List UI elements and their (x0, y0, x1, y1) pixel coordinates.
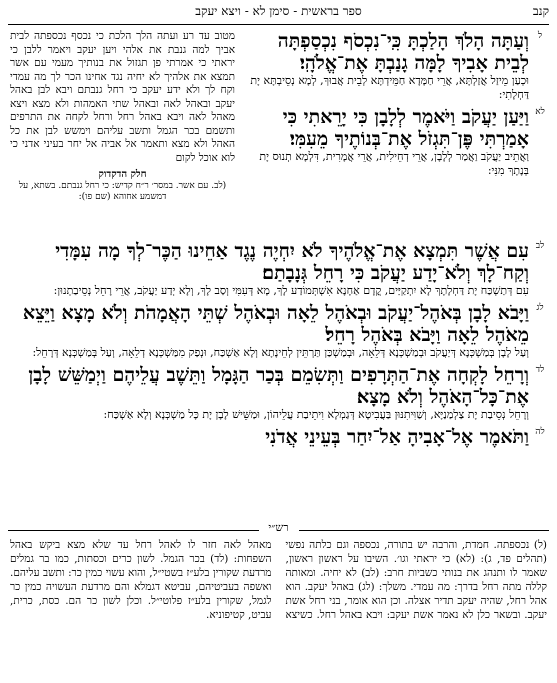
side-commentary-text: מטוב עד רע ועתה הלך הלכת כי נכסף נכספתה לבית אביך למה גנבת את אלהי ויען יעקב ויאמר ללבן כי יראתי כי אמרתי פן תגזול את בנותיך מעמי עם אשר תמצא את אלהיך לא יחיה נגד אחינו הכר לך מה עמדי וקח לך ולא ידע יעקב כי רחל גנבתם ויבא לבן באהל יעקב ובאהל לאה ובאהל שתי האמהות ולא מצא ויצא מאהל לאה ויבא באהל רחל ורחל לקחה את התרפים ותשמם בכר הגמל ותשב עליהם וימשש לבן את כל האהל ולא מצא ותאמר אל אביה אל יחר בעיני אדני כי לוא אוכל לקום (10, 30, 235, 164)
lower-torah-column (10, 240, 547, 448)
targum-verse: וּכְעַן מֵיזַל אֲזַלְתָּא, אֲרֵי חַמָּדָא חַמֵּידְתָּא לְבֵית אֲבוּךְ, לְמָא נְסֵיבְתָּא יָת דַּחְלָתִי: (250, 74, 529, 101)
torah-verse: וַיַּעַן יַעֲקֹב וַיֹּאמֶר לְלָבָן כִּי יָרֵאתִי כִּי אָמַרְתִּי פֶּן־תִּגְזֹל אֶת־בְּנוֹתֶיךָ מֵעִמִּי׃ (282, 106, 529, 150)
pasuk-number: לד (535, 365, 545, 375)
targum-verse: וְעַל לָבָן בְּמַשְׁכְּנָא דְּיַעֲקֹב וּבְמַשְׁכְּנָא דְּלֵאָה, וּבְמַשְׁכַּן תַּרְתֵּין לְחֵינָתָא וְלָא אַשְׁכַּח, וּנְפַק מִמַּשְׁכְּנָא דְלֵאָה, וְעַל בְּמַשְׁכְּנָא דְּרָחֵל: (32, 346, 529, 359)
pasuk (10, 302, 547, 360)
page-header (8, 2, 549, 22)
torah-verse: וַיָּבֹא לָבָן בְּאֹהֶל־יַעֲקֹב וּבְאֹהֶל לֵאָה וּבְאֹהֶל שְׁתֵּי הָאֲמָהֹת וְלֹא מָצָא וַיֵּצֵא מֵאֹהֶל לֵאָה וַיָּבֹא בְּאֹהֶל רָחֵל׃ (22, 302, 529, 346)
pasuk-number: לב (535, 241, 545, 251)
torah-verse: עִם אֲשֶׁר תִּמְצָא אֶת־אֱלֹהֶיךָ לֹא יִחְיֶה נֶגֶד אַחֵינוּ הַכֶּר־לְךָ מָה עִמָּדִי וְקַח־לָךְ וְלֹא־יָדַע יַעֲקֹב כִּי רָחֵל גְּנָבָתַם׃ (55, 240, 529, 284)
upper-torah-column (247, 30, 547, 182)
targum-verse: עִם דְּתַשְׁכַּח יָת דַּחְלָתָךְ לָא יִתְקַיַּים, קֳדָם אַחָנָא אִשְׁתְּמוֹדַע לָךְ, מָא דְּעִמִּי וְסַב לָךְ, וְלָא יְדַע יַעֲקֹב, אֲרֵי רָחֵל נְסֵיבַתְנוּן: (53, 284, 529, 297)
main-text-area (10, 30, 547, 530)
targum-verse: וַאֲתֵיב יַעֲקֹב וַאֲמַר לְלָבָן, אֲרֵי דְחֵילִית, אֲרֵי אֲמָרִית, דִּלְמָא תְנוּס יָת בְּנָתָךְ מִנִּי: (259, 150, 529, 177)
pasuk (10, 426, 547, 448)
commentary-heading: חלק הדקדוק (98, 169, 147, 180)
header-divider (8, 24, 549, 25)
running-title: ספר בראשית - סימן לא - ויצא יעקב (195, 4, 362, 18)
rashi-commentary: (ל) נכספתה. חמדת, והרבה יש בתורה, נכספה וגם כלתה נפשי (תהלים פד, ג): (לא) כי יראתי וגו׳. השיבו על ראשון ראשון, שאמר לו ותנהג את בנותי כשביות חרב: (לב) לא יחיה. ומאותה קללה מתה רחל בדרך: מה עמדי. משלך: (לג) באהל יעקב. הוא אהל רחל, שהיה יעקב תדיר אצלה. וכן הוא אומר, בני רחל אשת יעקב. ובשאר כלן לא נאמר אשת יעקב: ויבא באהל רחל. כשיצא מאהל לאה חזר לו לאהל רחל עד שלא מצא ביקש באהל השפחות: (לד) בכר הגמל. לשון כרים וכסתות, כמו בר גמלים מרדעת שקורין בלע״ז בשטי״ל, והוא עשוי כמין כר: ותשב עליהם. ואשפה בעביטיהם, עביטא דגמלא והם מרדעת העשויה כמין כר לגמל, שקורין בלע״ז פלוטי״ל. וכלן לשון כר הם. כסת, כרית, עביט, קטיפוניא. (10, 539, 547, 621)
pasuk-number: לג (536, 303, 544, 313)
pasuk-number: לה (535, 427, 545, 437)
pasuk (247, 106, 547, 178)
pasuk (10, 364, 547, 422)
commentary-note: (לב. עם אשר. במסר׳ ר״ח קדיש: כי רחל גנבתם. בשתא, על דמשמע אחוהא (שם פו): (18, 181, 227, 202)
targum-verse: וְרָחֵל נְסֵיבַת יָת צַלְמַנַיָּא, וְשַׁוִּיתִנּוּן בַּעֲבִיטָא דְּגַמְלָא וִיתֵיבַת עֲלֵיהוֹן, וּמַשֵּׁישׁ לָבָן יָת כָּל מַשְׁכְּנָא וְלָא אַשְׁכַּח: (103, 408, 529, 421)
rashi-title: רש״י (259, 521, 299, 534)
torah-verse: וְרָחֵל לָקְחָה אֶת־הַתְּרָפִים וַתְּשִׂמֵם בְּכַר הַגָּמָל וַתֵּשֶׁב עֲלֵיהֶם וַיְמַשֵּׁשׁ לָבָן אֶת־כָּל־הָאֹהֶל וְלֹא מָצָא׃ (28, 364, 529, 408)
side-commentary (10, 30, 235, 203)
pasuk (10, 240, 547, 298)
torah-verse: וְעַתָּה הָלֹךְ הָלַכְתָּ כִּֽי־נִכְסֹף נִכְסַפְתָּה לְבֵית אָבִיךָ לָמָּה גָנַבְתָּ אֶת־אֱלֹהָֽי׃ (277, 30, 529, 74)
pasuk (247, 30, 547, 102)
page-number: קנב (532, 4, 549, 18)
torah-verse: וַתֹּאמֶר אֶל־אָבִיהָ אַל־יִחַר בְּעֵינֵי אֲדֹנִי (265, 426, 529, 448)
pasuk-number: לא (535, 107, 545, 117)
pasuk-number: ל (537, 31, 543, 41)
